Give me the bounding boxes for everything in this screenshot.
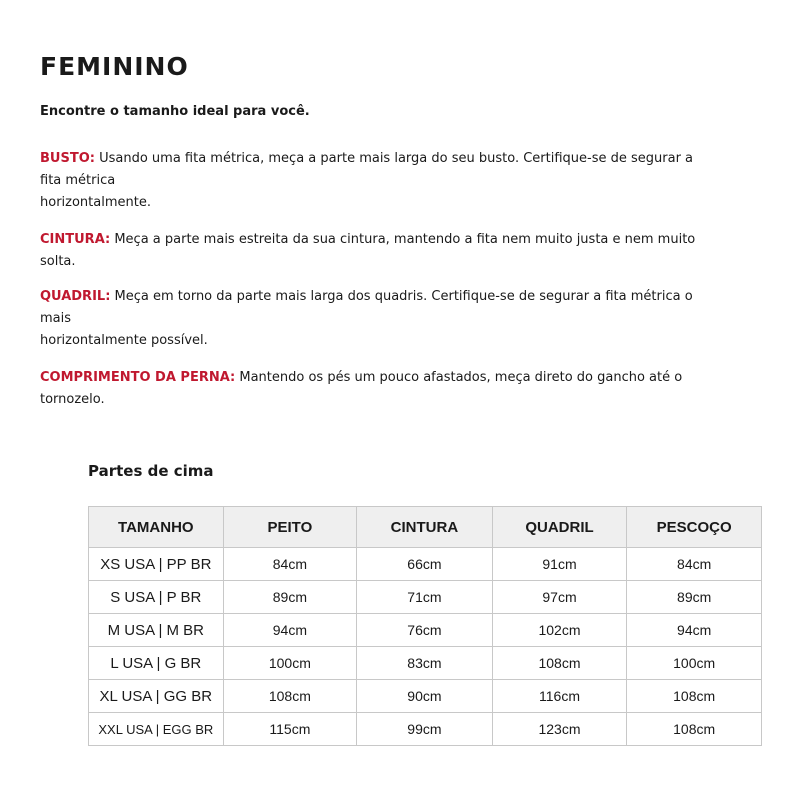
table-cell: 91cm — [492, 548, 627, 581]
column-header: TAMANHO — [89, 507, 224, 548]
instruction-label: COMPRIMENTO DA PERNA: — [40, 370, 236, 385]
instruction-label: QUADRIL: — [40, 289, 111, 304]
size-table — [88, 506, 762, 746]
table-row — [89, 680, 762, 713]
instruction-text: Usando uma fita métrica, meça a parte mais larga do seu busto. Certifique-se de segurar a — [94, 151, 694, 166]
table-cell: XXL USA | EGG BR — [89, 713, 224, 746]
page-title: FEMININO — [40, 52, 189, 81]
table-row — [89, 713, 762, 746]
table-row — [89, 614, 762, 647]
instruction-text: Mantendo os pés um pouco afastados, meça direto do gancho até o — [235, 370, 683, 385]
table-row — [89, 647, 762, 680]
table-cell: XS USA | PP BR — [89, 548, 224, 581]
instruction-busto — [40, 148, 740, 214]
table-cell: 123cm — [492, 713, 627, 746]
section-title: Partes de cima — [88, 462, 214, 480]
column-header: QUADRIL — [492, 507, 627, 548]
column-header: PEITO — [223, 507, 356, 548]
page-subtitle: Encontre o tamanho ideal para você. — [40, 104, 310, 119]
table-cell: 84cm — [627, 548, 762, 581]
table-cell: 90cm — [357, 680, 493, 713]
table-cell: L USA | G BR — [89, 647, 224, 680]
table-cell: 71cm — [357, 581, 493, 614]
column-header: PESCOÇO — [627, 507, 762, 548]
instruction-text: Meça em torno da parte mais larga dos quadris. Certifique-se de segurar a fita métrica o — [110, 289, 693, 304]
table-cell: S USA | P BR — [89, 581, 224, 614]
instruction-cintura — [40, 229, 740, 273]
instruction-text: fita métrica — [40, 173, 116, 188]
table-cell: 89cm — [223, 581, 356, 614]
table-cell: 94cm — [627, 614, 762, 647]
instruction-text: mais — [40, 311, 72, 326]
table-cell: 108cm — [492, 647, 627, 680]
table-cell: 100cm — [223, 647, 356, 680]
instruction-quadril — [40, 286, 740, 352]
table-row — [89, 581, 762, 614]
instruction-label: BUSTO: — [40, 151, 95, 166]
table-cell: M USA | M BR — [89, 614, 224, 647]
table-cell: 97cm — [492, 581, 627, 614]
table-cell: 108cm — [627, 713, 762, 746]
table-cell: 108cm — [223, 680, 356, 713]
table-cell: 116cm — [492, 680, 627, 713]
table-cell: XL USA | GG BR — [89, 680, 224, 713]
table-cell: 83cm — [357, 647, 493, 680]
table-cell: 66cm — [357, 548, 493, 581]
table-cell: 102cm — [492, 614, 627, 647]
table-cell: 94cm — [223, 614, 356, 647]
instruction-text: horizontalmente possível. — [40, 333, 208, 348]
table-cell: 100cm — [627, 647, 762, 680]
column-header: CINTURA — [357, 507, 493, 548]
table-cell: 76cm — [357, 614, 493, 647]
table-row — [89, 548, 762, 581]
instruction-label: CINTURA: — [40, 232, 111, 247]
table-cell: 108cm — [627, 680, 762, 713]
table-header-row — [89, 507, 762, 548]
table-cell: 84cm — [223, 548, 356, 581]
instruction-text: solta. — [40, 254, 76, 269]
instruction-text: horizontalmente. — [40, 195, 151, 210]
table-cell: 115cm — [223, 713, 356, 746]
instruction-text: tornozelo. — [40, 392, 105, 407]
table-cell: 99cm — [357, 713, 493, 746]
table-cell: 89cm — [627, 581, 762, 614]
instruction-text: Meça a parte mais estreita da sua cintura, mantendo a fita nem muito justa e nem muito — [110, 232, 696, 247]
instruction-comprimento-perna — [40, 367, 740, 411]
